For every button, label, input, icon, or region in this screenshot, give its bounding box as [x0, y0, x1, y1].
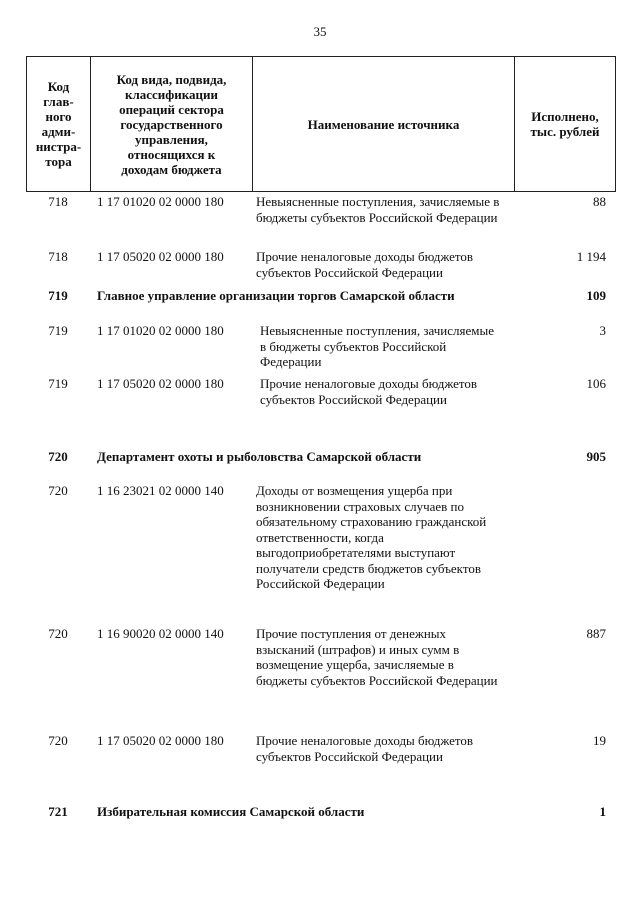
admin-code: 720 — [48, 483, 68, 498]
source-name: Невыясненные поступления, зачисляемые в бюджеты субъектов Российской Федерации — [256, 194, 500, 225]
admin-code: 719 — [48, 376, 68, 391]
header-executed-amount: Исполнено, тыс. рублей — [530, 109, 600, 139]
admin-code: 720 — [48, 626, 68, 641]
source-name: Прочие поступления от денежных взысканий (штрафов) и иных сумм в возмещение ущерба, зачисляемые в бюджеты субъектов Российской Федерации — [256, 626, 498, 688]
administrator-title: Главное управление организации торгов Самарской области — [97, 288, 455, 303]
classification-code: 1 16 23021 02 0000 140 — [97, 483, 224, 498]
amount: 1 194 — [576, 249, 606, 264]
admin-code: 719 — [48, 288, 68, 303]
administrator-title: Департамент охоты и рыболовства Самарской области — [97, 449, 422, 464]
administrator-title: Избирательная комиссия Самарской области — [97, 804, 365, 819]
header-admin-code: Код глав- ного адми- нистра- тора — [27, 57, 91, 191]
admin-code: 720 — [48, 449, 68, 464]
source-name: Прочие неналоговые доходы бюджетов субъектов Российской Федерации — [256, 733, 474, 764]
admin-code: 718 — [48, 249, 68, 264]
source-name: Прочие неналоговые доходы бюджетов субъектов Российской Федерации — [256, 249, 474, 280]
amount: 887 — [586, 626, 606, 641]
source-name: Прочие неналоговые доходы бюджетов субъектов Российской Федерации — [260, 376, 478, 407]
amount: 106 — [586, 376, 606, 391]
header-source-name: Наименование источника — [253, 57, 515, 191]
page-number: 35 — [313, 24, 327, 39]
amount: 19 — [593, 733, 606, 748]
amount: 109 — [586, 288, 606, 303]
classification-code: 1 17 01020 02 0000 180 — [97, 323, 224, 338]
classification-code: 1 17 05020 02 0000 180 — [97, 733, 224, 748]
source-name: Доходы от возмещения ущерба при возникновении страховых случаев по обязательному страхованию гражданской ответственности, когда выгодоприобретателями выступают получатели средств бюджетов субъектов Российской Федерации — [256, 483, 487, 591]
amount: 3 — [599, 323, 606, 338]
classification-code: 1 16 90020 02 0000 140 — [97, 626, 224, 641]
source-name: Невыясненные поступления, зачисляемые в бюджеты субъектов Российской Федерации — [260, 323, 494, 369]
header-classification-code: Код вида, подвида, классификации операций сектора государственного управления, относящихся к доходам бюджета — [91, 57, 253, 191]
table-header — [26, 56, 616, 192]
admin-code: 720 — [48, 733, 68, 748]
admin-code: 719 — [48, 323, 68, 338]
classification-code: 1 17 05020 02 0000 180 — [97, 249, 224, 264]
admin-code: 721 — [48, 804, 68, 819]
amount: 905 — [586, 449, 606, 464]
admin-code: 718 — [48, 194, 68, 209]
classification-code: 1 17 05020 02 0000 180 — [97, 376, 224, 391]
amount: 1 — [599, 804, 606, 819]
classification-code: 1 17 01020 02 0000 180 — [97, 194, 224, 209]
amount: 88 — [593, 194, 606, 209]
